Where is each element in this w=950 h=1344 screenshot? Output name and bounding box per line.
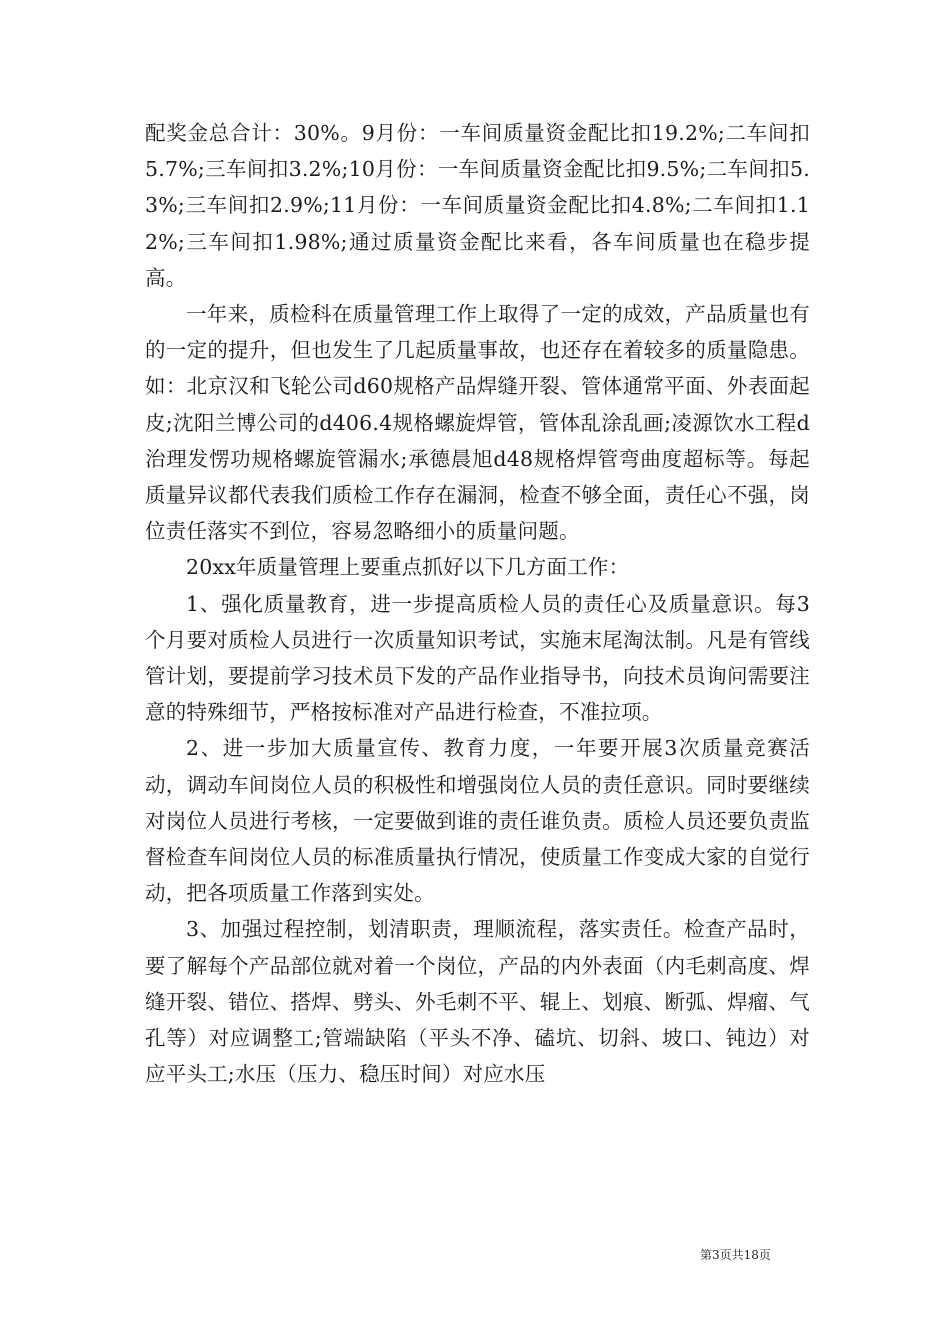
paragraph-4: 1、强化质量教育，进一步提高质检人员的责任心及质量意识。每3个月要对质检人员进行一次质量知识考试，实施末尾淘汰制。凡是有管线管计划，要提前学习技术员下发的产品作业指导书，向技术员询问需要注意的特殊细节，严格按标准对产品进行检查，不准拉项。 xyxy=(145,591,810,725)
page-number-footer: 第3页共18页 xyxy=(700,1248,771,1262)
paragraph-5: 2、进一步加大质量宣传、教育力度，一年要开展3次质量竞赛活动，调动车间岗位人员的积极性和增强岗位人员的责任意识。同时要继续对岗位人员进行考核，一定要做到谁的责任谁负责。质检人员还要负责监督检查车间岗位人员的标准质量执行情况，使质量工作变成大家的自觉行动，把各项质量工作落到实处。 xyxy=(145,736,810,906)
paragraph-6: 3、加强过程控制，划清职责，理顺流程，落实责任。检查产品时，要了解每个产品部位就对着一个岗位，产品的内外表面（内毛刺高度、焊缝开裂、错位、搭焊、劈头、外毛刺不平、辊上、划痕、断弧、焊瘤、气孔等）对应调整工;管端缺陷（平头不净、磕坑、切斜、坡口、钝边）对应平头工;水压（压力、稳压时间）对应水压 xyxy=(145,917,810,1087)
document-body xyxy=(145,115,810,1092)
paragraph-3: 20xx年质量管理上要重点抓好以下几方面工作： xyxy=(186,555,630,580)
paragraph-2: 一年来，质检科在质量管理工作上取得了一定的成效，产品质量也有的一定的提升，但也发生了几起质量事故，也还存在着较多的质量隐患。如：北京汉和飞轮公司d60规格产品焊缝开裂、管体通常平面、外表面起皮;沈阳兰博公司的d406.4规格螺旋焊管，管体乱涂乱画;凌源饮水工程d治理发愣功规格螺旋管漏水;承德晨旭d48规格焊管弯曲度超标等。每起质量异议都代表我们质检工作存在漏洞，检查不够全面，责任心不强，岗位责任落实不到位，容易忽略细小的质量问题。 xyxy=(145,302,810,544)
paragraph-1: 配奖金总合计：30%。9月份：一车间质量资金配比扣19.2%;二车间扣5.7%;三车间扣3.2%;10月份：一车间质量资金配比扣9.5%;二车间扣5.3%;三车间扣2.9%;11月份：一车间质量资金配比扣4.8%;二车间扣1.12%;三车间扣1.98%;通过质量资金配比来看，各车间质量也在稳步提高。 xyxy=(145,121,810,290)
